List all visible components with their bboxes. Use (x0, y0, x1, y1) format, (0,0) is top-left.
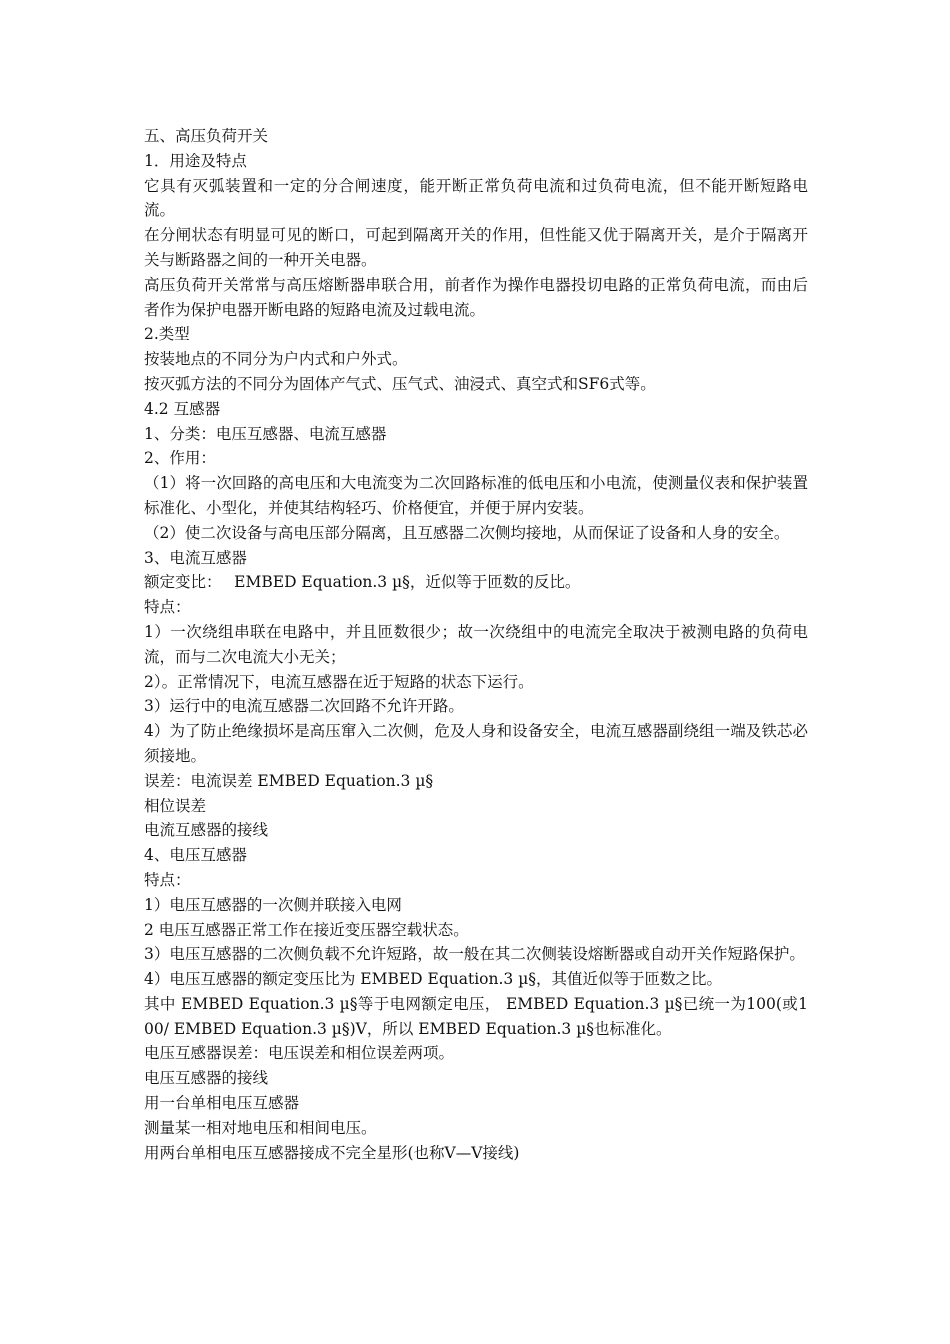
paragraph: 1、分类：电压互感器、电流互感器 (144, 424, 387, 443)
section-heading: 五、高压负荷开关 (144, 127, 269, 145)
section-heading: 4.2 互感器 (144, 399, 221, 418)
paragraph: 它具有灭弧装置和一定的分合闸速度，能开断正常负荷电流和过负荷电流，但不能开断短路电流。 (144, 176, 808, 220)
paragraph: 2 电压互感器正常工作在接近变压器空载状态。 (144, 920, 469, 939)
paragraph: 3）运行中的电流互感器二次回路不允许开路。 (144, 697, 464, 716)
subsection-heading: 4、电压互感器 (144, 846, 247, 865)
paragraph: 测量某一相对地电压和相间电压。 (144, 1118, 377, 1137)
paragraph: 2）。正常情况下，电流互感器在近于短路的状态下运行。 (144, 672, 534, 691)
paragraph: （1）将一次回路的高电压和大电流变为二次回路标准的低电压和小电流，使测量仪表和保护装置标准化、小型化，并使其结构轻巧、价格便宜，并便于屏内安装。 (144, 474, 808, 517)
paragraph: 相位误差 (144, 796, 207, 815)
paragraph: 用两台单相电压互感器接成不完全星形(也称V—V接线) (144, 1143, 520, 1162)
paragraph: 3）电压互感器的二次侧负载不允许短路，故一般在其二次侧装设熔断器或自动开关作短路保护。 (144, 945, 805, 964)
paragraph: 高压负荷开关常常与高压熔断器串联合用，前者作为操作电器投切电路的正常负荷电流，而由后者作为保护电器开断电路的短路电流及过载电流。 (144, 275, 808, 319)
paragraph: 其中 EMBED Equation.3 µ§等于电网额定电压， EMBED Equation.3 µ§已统一为100(或100/ EMBED Equation.3 µ§)V，所以 EMBED Equation.3 µ§也标准化。 (144, 994, 808, 1038)
paragraph: 用一台单相电压互感器 (144, 1094, 300, 1113)
paragraph: 2、作用： (144, 449, 216, 468)
paragraph: 4）为了防止绝缘损坏是高压窜入二次侧，危及人身和设备安全，电流互感器副绕组一端及铁芯必须接地。 (144, 722, 808, 765)
paragraph: 误差：电流误差 EMBED Equation.3 µ§ (144, 771, 434, 790)
subsection-heading: 3、电流互感器 (144, 548, 247, 567)
paragraph: 1）一次绕组串联在电路中，并且匝数很少；故一次绕组中的电流完全取决于被测电路的负荷电流，而与二次电流大小无关； (144, 622, 808, 666)
paragraph: 1）电压互感器的一次侧并联接入电网 (144, 895, 402, 914)
subsection-heading: 2.类型 (144, 325, 190, 344)
paragraph: 按装地点的不同分为户内式和户外式。 (144, 350, 408, 369)
paragraph: 电流互感器的接线 (144, 821, 269, 840)
paragraph: （2）使二次设备与高电压部分隔离，且互感器二次侧均接地，从而保证了设备和人身的安全。 (144, 523, 790, 542)
paragraph: 特点： (144, 598, 191, 617)
paragraph: 电压互感器的接线 (144, 1069, 269, 1088)
paragraph: 额定变比： EMBED Equation.3 µ§，近似等于匝数的反比。 (144, 573, 581, 592)
document-body (144, 124, 808, 1165)
subsection-heading: 1．用途及特点 (144, 151, 247, 170)
paragraph: 4）电压互感器的额定变压比为 EMBED Equation.3 µ§，其值近似等于匝数之比。 (144, 970, 723, 989)
paragraph: 按灭弧方法的不同分为固体产气式、压气式、油浸式、真空式和SF6式等。 (144, 374, 656, 393)
paragraph: 特点： (144, 870, 191, 889)
paragraph: 在分闸状态有明显可见的断口，可起到隔离开关的作用，但性能又优于隔离开关，是介于隔离开关与断路器之间的一种开关电器。 (144, 226, 808, 269)
paragraph: 电压互感器误差：电压误差和相位误差两项。 (144, 1044, 455, 1063)
